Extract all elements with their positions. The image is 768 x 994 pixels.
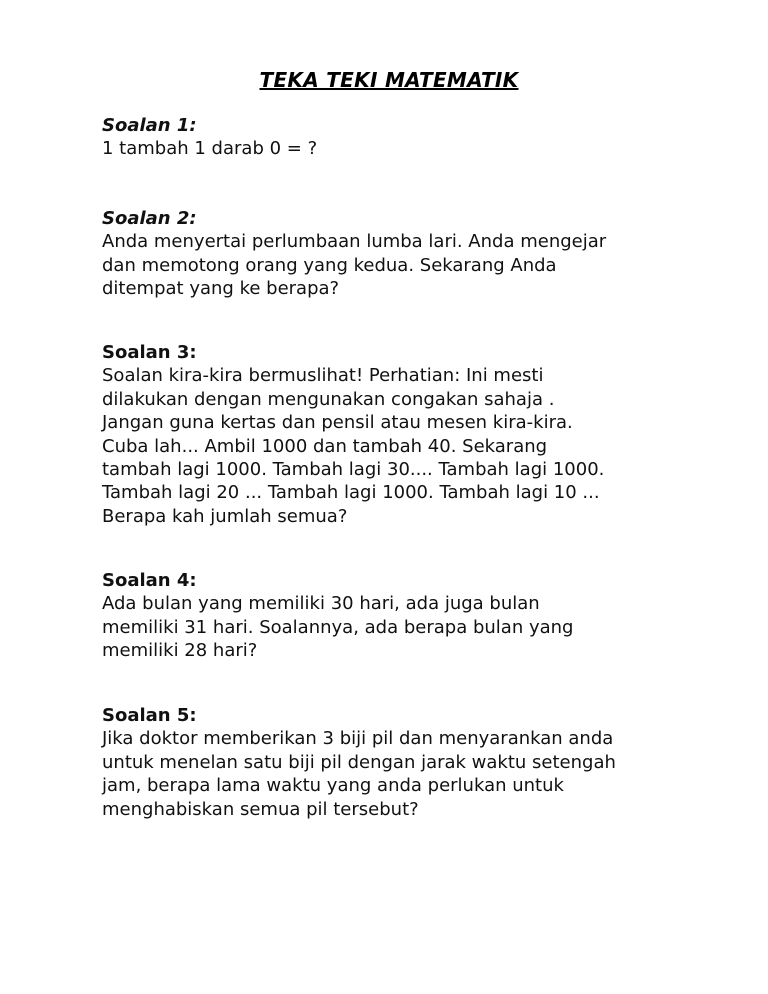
text-line: Jangan guna kertas dan pensil atau mesen kira-kira. (102, 412, 573, 434)
text-line: ditempat yang ke berapa? (102, 278, 340, 300)
question-heading: Soalan 2: (102, 208, 197, 229)
text-line: Jika doktor memberikan 3 biji pil dan menyarankan anda (102, 728, 614, 750)
question-text (102, 727, 722, 821)
question-text (102, 364, 722, 528)
text-line: Cuba lah... Ambil 1000 dan tambah 40. Sekarang (102, 435, 548, 457)
text-line: Berapa kah jumlah semua? (102, 505, 348, 527)
question-heading: Soalan 1: (102, 115, 197, 136)
text-line: Tambah lagi 20 ... Tambah lagi 1000. Tambah lagi 10 ... (102, 482, 600, 504)
text-line: Ada bulan yang memiliki 30 hari, ada juga bulan (102, 593, 540, 615)
question-text (102, 230, 722, 300)
question-text (102, 137, 722, 160)
text-line: menghabiskan semua pil tersebut? (102, 798, 419, 820)
question-5 (102, 704, 722, 821)
document-title: TEKA TEKI MATEMATIK (259, 68, 519, 92)
question-2 (102, 207, 722, 301)
text-line: memiliki 28 hari? (102, 640, 258, 662)
text-line: memiliki 31 hari. Soalannya, ada berapa bulan yang (102, 616, 574, 638)
question-heading: Soalan 3: (102, 342, 197, 363)
question-3 (102, 341, 722, 528)
text-line: Anda menyertai perlumbaan lumba lari. Anda mengejar (102, 231, 607, 253)
text-line: dilakukan dengan mengunakan congakan sahaja . (102, 388, 555, 410)
text-line: jam, berapa lama waktu yang anda perlukan untuk (102, 775, 564, 797)
text-line: tambah lagi 1000. Tambah lagi 30.... Tambah lagi 1000. (102, 459, 605, 481)
question-text (102, 592, 722, 662)
question-1 (102, 114, 722, 161)
text-line: Soalan kira-kira bermuslihat! Perhatian: Ini mesti (102, 365, 544, 387)
question-4 (102, 569, 722, 663)
text-line: dan memotong orang yang kedua. Sekarang Anda (102, 254, 557, 276)
question-heading: Soalan 5: (102, 705, 197, 726)
text-line: 1 tambah 1 darab 0 = ? (102, 138, 318, 160)
text-line: untuk menelan satu biji pil dengan jarak waktu setengah (102, 751, 616, 773)
question-heading: Soalan 4: (102, 570, 197, 591)
